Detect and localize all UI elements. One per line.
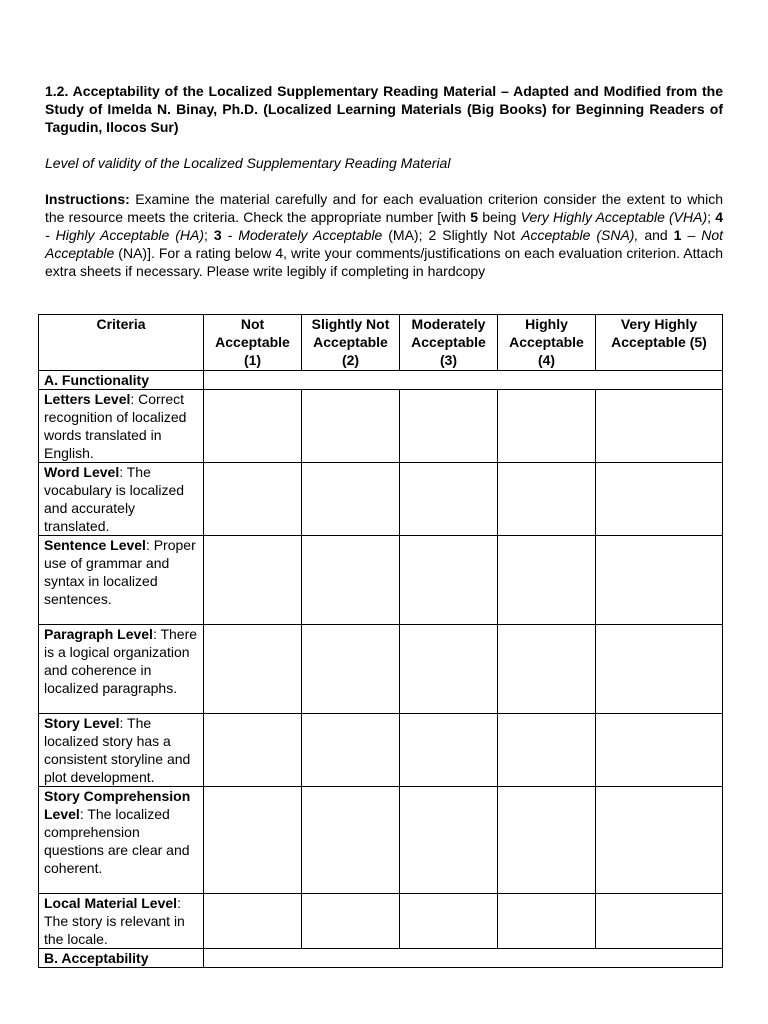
criterion-desc: : The story is relevant in the locale. bbox=[44, 895, 185, 947]
instructions-text: (MA); 2 Slightly Not bbox=[382, 227, 522, 243]
rating-number: 3 bbox=[213, 227, 222, 243]
rating-label: – Not Acceptable bbox=[45, 227, 723, 261]
rating-cell-3[interactable] bbox=[400, 463, 498, 536]
instructions-text: ; bbox=[707, 209, 716, 225]
rating-cell-1[interactable] bbox=[204, 463, 302, 536]
criterion-label: Sentence Level bbox=[44, 537, 146, 553]
rating-cell-3[interactable] bbox=[400, 787, 498, 894]
table-header-row bbox=[39, 315, 723, 371]
table-row bbox=[39, 625, 723, 714]
criterion-cell bbox=[39, 463, 204, 536]
header-not-acceptable: Not Acceptable (1) bbox=[204, 315, 302, 371]
document-title: 1.2. Acceptability of the Localized Supplementary Reading Material – Adapted and Modified from the Study of Imelda N. Binay, Ph.D. (Localized Learning Materials (Big Books) for Beginning Readers of Tagudin, Ilocos Sur) bbox=[45, 83, 723, 135]
instructions-text: being bbox=[478, 209, 521, 225]
criterion-desc: : Correct recognition of localized words translated in English. bbox=[44, 391, 187, 461]
table-row bbox=[39, 787, 723, 894]
rating-number: 4 bbox=[715, 209, 723, 225]
rating-cell-1[interactable] bbox=[204, 625, 302, 714]
criterion-cell bbox=[39, 714, 204, 787]
rating-cell-4[interactable] bbox=[498, 787, 596, 894]
header-slightly-not-acceptable: Slightly Not Acceptable (2) bbox=[302, 315, 400, 371]
criterion-desc: : Proper use of grammar and syntax in localized sentences. bbox=[44, 537, 196, 607]
table-row bbox=[39, 390, 723, 463]
rating-cell-5[interactable] bbox=[596, 536, 723, 625]
section-spacer bbox=[204, 371, 723, 390]
rating-cell-4[interactable] bbox=[498, 463, 596, 536]
criterion-label: Story Level bbox=[44, 715, 120, 731]
criterion-cell bbox=[39, 894, 204, 949]
rating-cell-3[interactable] bbox=[400, 894, 498, 949]
rating-number: 5 bbox=[470, 209, 479, 225]
rating-cell-2[interactable] bbox=[302, 390, 400, 463]
criterion-label: Letters Level bbox=[44, 391, 131, 407]
rating-cell-4[interactable] bbox=[498, 714, 596, 787]
rating-cell-2[interactable] bbox=[302, 625, 400, 714]
criterion-desc: : The localized comprehension questions are clear and coherent. bbox=[44, 806, 190, 876]
rating-cell-3[interactable] bbox=[400, 390, 498, 463]
table-row bbox=[39, 894, 723, 949]
rating-cell-4[interactable] bbox=[498, 894, 596, 949]
rating-cell-3[interactable] bbox=[400, 714, 498, 787]
rating-cell-1[interactable] bbox=[204, 714, 302, 787]
criterion-desc: : There is a logical organization and coherence in localized paragraphs. bbox=[44, 626, 198, 696]
rating-cell-2[interactable] bbox=[302, 894, 400, 949]
header-moderately-acceptable: Moderately Acceptable (3) bbox=[400, 315, 498, 371]
rating-cell-5[interactable] bbox=[596, 463, 723, 536]
instructions-label: Instructions: bbox=[45, 191, 130, 207]
rating-cell-2[interactable] bbox=[302, 536, 400, 625]
criterion-label: Story Comprehension Level bbox=[44, 788, 191, 822]
criterion-cell bbox=[39, 625, 204, 714]
rating-label: - Highly Acceptable (HA) bbox=[45, 227, 205, 243]
rating-cell-1[interactable] bbox=[204, 787, 302, 894]
header-highly-acceptable: Highly Acceptable (4) bbox=[498, 315, 596, 371]
rating-cell-2[interactable] bbox=[302, 787, 400, 894]
criterion-label: Word Level bbox=[44, 464, 120, 480]
rating-label: Acceptable (SNA), bbox=[521, 227, 639, 243]
rating-cell-1[interactable] bbox=[204, 390, 302, 463]
rating-cell-4[interactable] bbox=[498, 625, 596, 714]
evaluation-table bbox=[38, 314, 723, 968]
rating-cell-4[interactable] bbox=[498, 536, 596, 625]
rating-number: 1 bbox=[673, 227, 682, 243]
instructions-paragraph bbox=[45, 190, 723, 280]
table-row bbox=[39, 536, 723, 625]
rating-label: - Moderately Acceptable bbox=[221, 227, 383, 243]
section-spacer bbox=[204, 949, 723, 968]
section-row bbox=[39, 371, 723, 390]
rating-cell-5[interactable] bbox=[596, 787, 723, 894]
table-row bbox=[39, 463, 723, 536]
rating-cell-1[interactable] bbox=[204, 894, 302, 949]
rating-label: Very Highly Acceptable (VHA) bbox=[520, 209, 708, 225]
rating-cell-5[interactable] bbox=[596, 625, 723, 714]
criterion-cell bbox=[39, 390, 204, 463]
rating-cell-2[interactable] bbox=[302, 714, 400, 787]
header-very-highly-acceptable: Very Highly Acceptable (5) bbox=[596, 315, 723, 371]
criterion-desc: : The localized story has a consistent storyline and plot development. bbox=[44, 715, 191, 785]
criterion-cell bbox=[39, 787, 204, 894]
table-row bbox=[39, 714, 723, 787]
criterion-label: Local Material Level bbox=[44, 895, 178, 911]
document-subtitle: Level of validity of the Localized Supplementary Reading Material bbox=[45, 155, 451, 171]
rating-cell-5[interactable] bbox=[596, 714, 723, 787]
rating-cell-5[interactable] bbox=[596, 390, 723, 463]
criterion-label: Paragraph Level bbox=[44, 626, 153, 642]
criterion-desc: : The vocabulary is localized and accurately translated. bbox=[44, 464, 185, 534]
instructions-text: Examine the material carefully and for each evaluation criterion consider the extent to which the resource meets the criteria. Check the appropriate number [with bbox=[45, 191, 723, 225]
instructions-text: and bbox=[638, 227, 674, 243]
rating-cell-3[interactable] bbox=[400, 625, 498, 714]
section-row bbox=[39, 949, 723, 968]
rating-cell-1[interactable] bbox=[204, 536, 302, 625]
instructions-text: (NA)]. For a rating below 4, write your comments/justifications on each evaluation criterion. Attach extra sheets if necessary. Please write legibly if completing in hardcopy bbox=[45, 245, 723, 279]
rating-cell-2[interactable] bbox=[302, 463, 400, 536]
header-criteria: Criteria bbox=[39, 315, 204, 371]
rating-cell-4[interactable] bbox=[498, 390, 596, 463]
instructions-text: ; bbox=[204, 227, 214, 243]
criterion-cell bbox=[39, 536, 204, 625]
rating-cell-3[interactable] bbox=[400, 536, 498, 625]
document-body bbox=[45, 82, 723, 280]
section-title: B. Acceptability bbox=[39, 949, 204, 968]
rating-cell-5[interactable] bbox=[596, 894, 723, 949]
section-title: A. Functionality bbox=[39, 371, 204, 390]
